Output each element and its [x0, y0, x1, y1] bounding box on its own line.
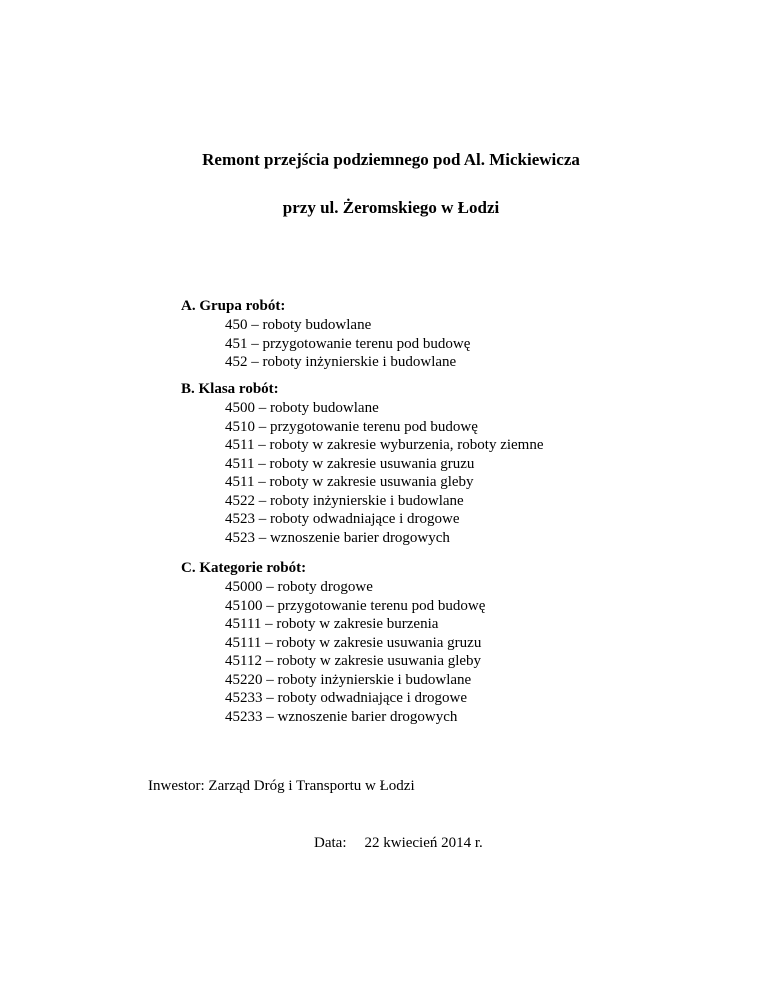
list-item: 452 – roboty inżynierskie i budowlane [225, 354, 457, 370]
section-categories-of-works [181, 559, 701, 726]
list-item: 451 – przygotowanie terenu pod budowę [225, 335, 471, 352]
list-item: 45233 – roboty odwadniające i drogowe [225, 690, 468, 706]
date-value: 22 kwiecień 2014 r. [364, 835, 483, 851]
list-item: 4510 – przygotowanie terenu pod budowę [225, 418, 478, 435]
list-item: 45220 – roboty inżynierskie i budowlane [225, 671, 472, 688]
list-item: 45112 – roboty w zakresie usuwania gleby [225, 653, 482, 669]
section-item-list [181, 316, 701, 372]
list-item: 4523 – roboty odwadniające i drogowe [225, 511, 460, 527]
section-item-list [181, 399, 701, 547]
date-label: Data: [314, 835, 347, 851]
list-item: 4511 – roboty w zakresie wyburzenia, roboty ziemne [225, 437, 544, 453]
list-item: 4500 – roboty budowlane [225, 400, 379, 416]
section-heading: B. Klasa robót: [181, 381, 279, 397]
section-group-of-works [181, 297, 701, 372]
list-item: 4523 – wznoszenie barier drogowych [225, 529, 450, 546]
section-item-list [181, 578, 701, 726]
list-item: 45111 – roboty w zakresie burzenia [225, 616, 439, 632]
section-class-of-works [181, 380, 701, 547]
section-heading: C. Kategorie robót: [181, 560, 307, 576]
document-title-line-2: przy ul. Żeromskiego w Łodzi [282, 198, 500, 217]
list-item: 4511 – roboty w zakresie usuwania gruzu [225, 455, 475, 472]
document-title-line-1: Remont przejścia podziemnego pod Al. Mickiewicza [202, 150, 580, 169]
date-row [314, 834, 483, 853]
list-item: 45000 – roboty drogowe [225, 579, 373, 595]
list-item: 4522 – roboty inżynierskie i budowlane [225, 492, 464, 509]
list-item: 450 – roboty budowlane [225, 317, 372, 333]
list-item: 45233 – wznoszenie barier drogowych [225, 708, 458, 725]
list-item: 45100 – przygotowanie terenu pod budowę [225, 597, 486, 614]
investor-line: Inwestor: Zarząd Dróg i Transportu w Łodzi [148, 778, 415, 794]
list-item: 45111 – roboty w zakresie usuwania gruzu [225, 634, 482, 651]
section-heading: A. Grupa robót: [181, 298, 286, 314]
list-item: 4511 – roboty w zakresie usuwania gleby [225, 474, 474, 490]
